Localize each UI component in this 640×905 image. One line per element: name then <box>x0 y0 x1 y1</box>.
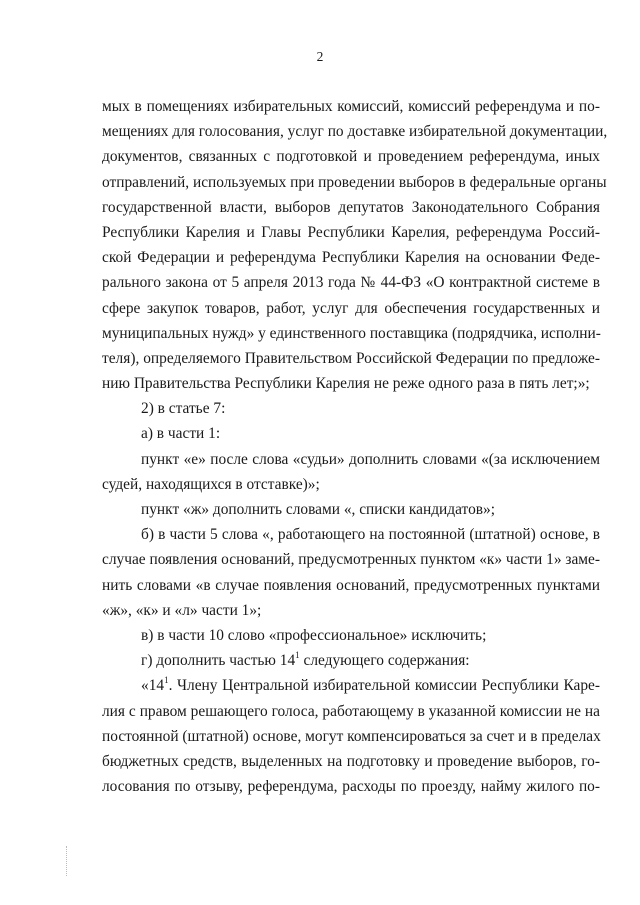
text-segment: г) дополнить частью 14 <box>141 652 296 670</box>
superscript: 1 <box>295 650 300 660</box>
superscript: 1 <box>164 675 169 686</box>
text-line: нию Правительства Республики Карелия не реже одного раза в пять лет;»; <box>102 375 590 393</box>
text-line: сфере закупок товаров, работ, услуг для обеспечения государственных и <box>102 299 600 317</box>
text-line: мых в помещениях избирательных комиссий, комиссий референдума и по- <box>102 98 600 115</box>
text-line: мещениях для голосования, услуг по доставке избирательной документации, <box>102 123 608 141</box>
text-line: документов, связанных с подготовкой и проведением референдума, иных <box>102 148 600 166</box>
text-line: лосования по отзыву, референдума, расходы по проезду, найму жилого по- <box>102 778 600 796</box>
text-line: нить словами «в случае появления оснований, предусмотренных пунктами <box>102 576 600 594</box>
text-line: муниципальных нужд» у единственного поставщика (подрядчика, исполни- <box>102 324 601 342</box>
body-text <box>102 94 608 799</box>
text-segment: следующего содержания: <box>299 652 470 670</box>
text-line <box>102 648 600 673</box>
text-line: государственной власти, выборов депутатов Законодательного Собрания <box>102 198 600 216</box>
text-line: лия с правом решающего голоса, работающему в указанной комиссии не на <box>102 702 600 720</box>
text-line: 2) в статье 7: <box>141 400 226 418</box>
text-line: отправлений, используемых при проведении выборов в федеральные органы <box>102 173 607 191</box>
text-segment: . Члену Центральной избирательной комиссии Республики Каре- <box>168 677 600 695</box>
text-line: в) в части 10 слово «профессиональное» исключить; <box>141 626 487 644</box>
text-line: теля), определяемого Правительством Российской Федерации по предложе- <box>102 349 600 367</box>
margin-mark <box>66 846 67 876</box>
text-line: пункт «е» после слова «судьи» дополнить словами «(за исключением <box>141 450 600 468</box>
text-line: бюджетных средств, выделенных на подготовку и проведение выборов, го- <box>102 752 600 770</box>
page-number: 2 <box>316 49 324 64</box>
text-line: рального закона от 5 апреля 2013 года № 44-ФЗ «О контрактной системе в <box>102 274 600 292</box>
text-line: «ж», «к» и «л» части 1»; <box>102 601 262 619</box>
text-segment: «14 <box>141 677 165 695</box>
text-line: пункт «ж» дополнить словами «, списки кандидатов»; <box>141 501 495 518</box>
text-line: Республики Карелия и Главы Республики Карелия, референдума Россий- <box>102 223 600 241</box>
text-line: б) в части 5 слова «, работающего на постоянной (штатной) основе, в <box>141 526 600 544</box>
text-line: постоянной (штатной) основе, могут компенсироваться за счет и в пределах <box>102 727 601 745</box>
text-line <box>102 673 600 698</box>
text-line: ской Федерации и референдума Республики Карелия на основании Феде- <box>102 249 600 267</box>
text-line: судей, находящихся в отставке)»; <box>102 475 320 493</box>
text-line: случае появления оснований, предусмотренных пунктом «к» части 1» заме- <box>102 551 600 569</box>
text-line: а) в части 1: <box>141 425 221 443</box>
